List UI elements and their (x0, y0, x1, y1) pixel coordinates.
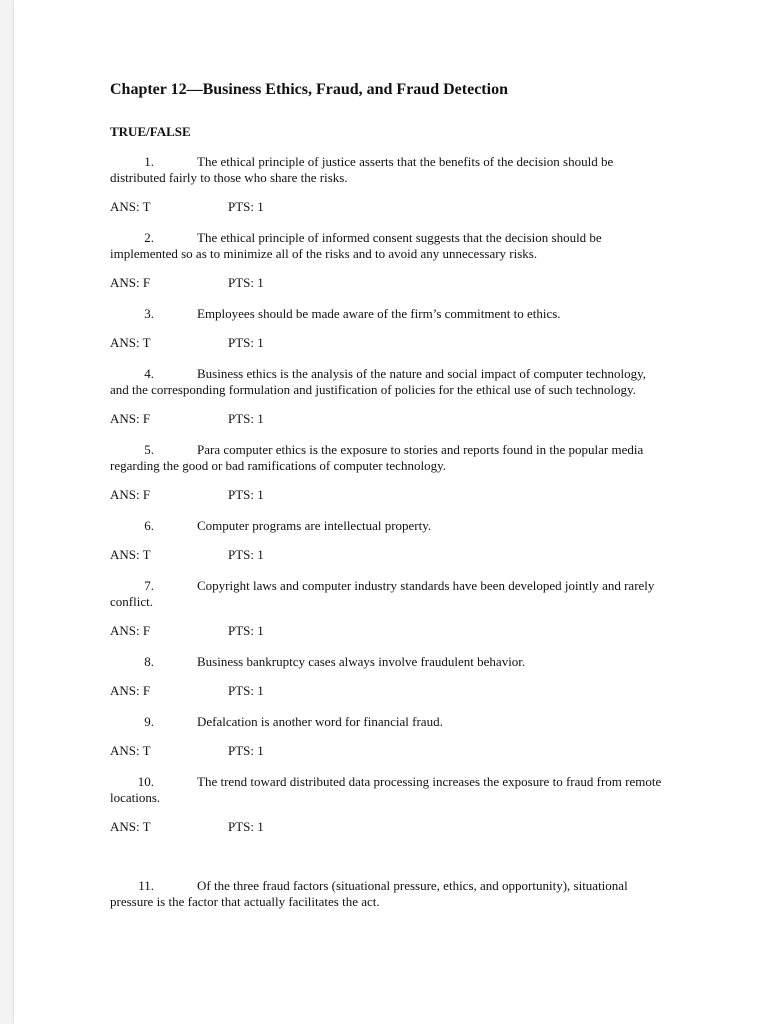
question-9 (110, 714, 662, 730)
answer-line-5 (110, 487, 662, 503)
question-7 (110, 578, 662, 610)
answer-line-6 (110, 547, 662, 563)
answer-line-7 (110, 623, 662, 639)
question-text: Para computer ethics is the exposure to stories and reports found in the popular media regarding the good or bad ramifications of computer technology. (110, 442, 644, 473)
chapter-title: Chapter 12—Business Ethics, Fraud, and Fraud Detection (110, 81, 508, 98)
question-6 (110, 518, 662, 534)
question-8 (110, 654, 662, 670)
question-number: 7. (144, 578, 154, 593)
answer: ANS: T (110, 547, 151, 562)
question-number: 2. (144, 230, 154, 245)
answer-line-3 (110, 335, 662, 351)
points: PTS: 1 (228, 623, 264, 638)
answer: ANS: F (110, 275, 151, 290)
question-text: Business bankruptcy cases always involve fraudulent behavior. (197, 654, 526, 669)
question-text: Employees should be made aware of the firm’s commitment to ethics. (197, 306, 561, 321)
answer: ANS: T (110, 335, 151, 350)
question-number: 1. (144, 154, 154, 169)
question-text: Business ethics is the analysis of the nature and social impact of computer technology, and the corresponding formulation and justification of policies for the ethical use of such technology. (110, 366, 646, 397)
answer: ANS: F (110, 623, 151, 638)
question-5 (110, 442, 662, 474)
points: PTS: 1 (228, 743, 264, 758)
question-2 (110, 230, 662, 262)
answer-line-2 (110, 275, 662, 291)
question-text: The ethical principle of justice asserts that the benefits of the decision should be distributed fairly to those who share the risks. (110, 154, 614, 185)
question-text: Defalcation is another word for financial fraud. (197, 714, 443, 729)
question-text: Computer programs are intellectual property. (197, 518, 432, 533)
answer-line-9 (110, 743, 662, 759)
answer-line-10 (110, 819, 662, 835)
answer: ANS: T (110, 819, 151, 834)
question-11 (110, 878, 662, 910)
section-heading: TRUE/FALSE (110, 124, 191, 139)
points: PTS: 1 (228, 487, 264, 502)
question-number: 5. (144, 442, 154, 457)
question-4 (110, 366, 662, 398)
question-number: 4. (144, 366, 154, 381)
question-number: 6. (144, 518, 154, 533)
question-10 (110, 774, 662, 806)
document-page (14, 0, 768, 1024)
question-number: 3. (144, 306, 154, 321)
question-number: 10. (137, 774, 154, 789)
question-text: The trend toward distributed data processing increases the exposure to fraud from remote locations. (110, 774, 662, 805)
question-3 (110, 306, 662, 322)
answer: ANS: T (110, 199, 151, 214)
question-text: Of the three fraud factors (situational pressure, ethics, and opportunity), situational pressure is the factor that actually facilitates the act. (110, 878, 628, 909)
question-number: 9. (144, 714, 154, 729)
question-text: Copyright laws and computer industry standards have been developed jointly and rarely conflict. (110, 578, 655, 609)
answer: ANS: F (110, 683, 151, 698)
answer-line-4 (110, 411, 662, 427)
points: PTS: 1 (228, 547, 264, 562)
question-number: 11. (138, 878, 154, 893)
answer: ANS: F (110, 411, 151, 426)
answer: ANS: T (110, 743, 151, 758)
points: PTS: 1 (228, 275, 264, 290)
answer: ANS: F (110, 487, 151, 502)
question-1 (110, 154, 662, 186)
points: PTS: 1 (228, 335, 264, 350)
points: PTS: 1 (228, 819, 264, 834)
question-number: 8. (144, 654, 154, 669)
points: PTS: 1 (228, 199, 264, 214)
points: PTS: 1 (228, 411, 264, 426)
question-text: The ethical principle of informed consent suggests that the decision should be implemented so as to minimize all of the risks and to avoid any unnecessary risks. (110, 230, 602, 261)
answer-line-1 (110, 199, 662, 215)
document-content (110, 80, 662, 923)
points: PTS: 1 (228, 683, 264, 698)
answer-line-8 (110, 683, 662, 699)
